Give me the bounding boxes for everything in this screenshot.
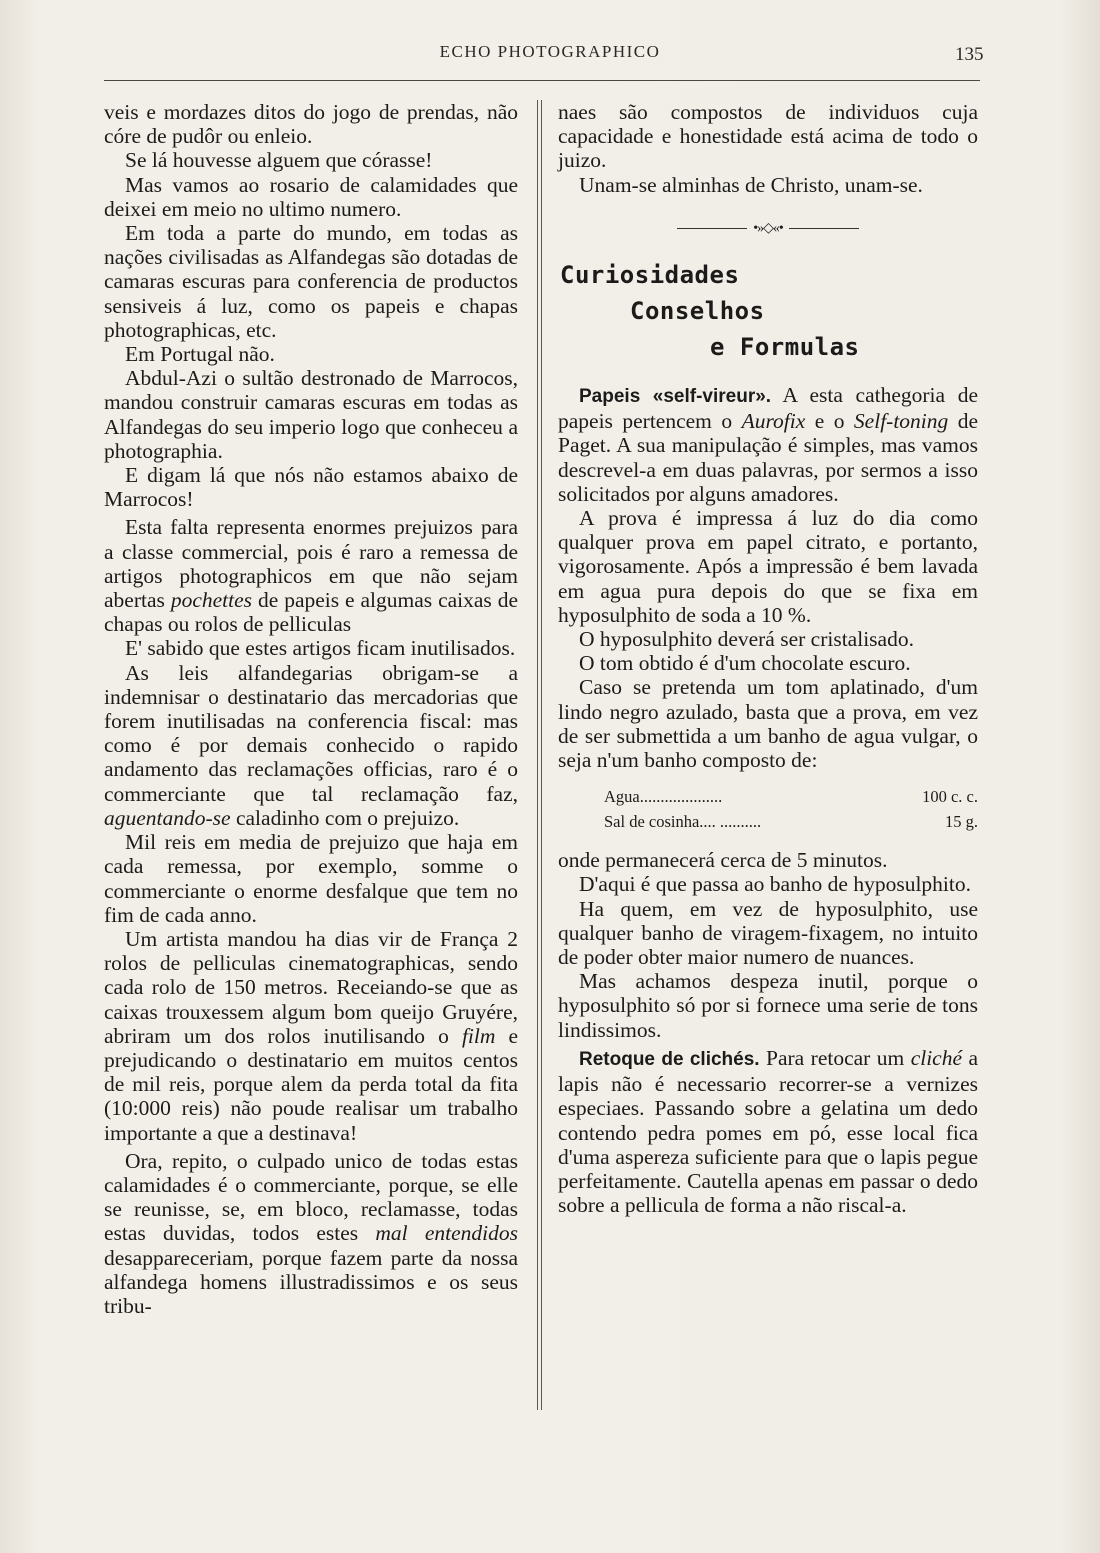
recipe-row [604,784,978,809]
heading-line: e Formulas [710,333,860,362]
paragraph: O tom obtido é d'um chocolate escuro. [579,651,911,676]
heading-line: Conselhos [630,297,765,326]
paragraph [558,383,978,506]
paragraph: Ha quem, em vez de hyposulphito, use qualquer banho de viragem-fixagem, no intuito de poder obter maior numero de nuances. [558,896,978,970]
text-run: Um artista mandou ha dias vir de França 2 rolos de pelliculas cinematographicas, sendo cada rolo de 150 metros. Receiando-se que as caixas trouxessem algum bom queijo Gruyére, abriram um dos rolos inutilisando o [104,926,518,1048]
paragraph: E' sabido que estes artigos ficam inutilisados. [125,636,516,661]
paragraph: E digam lá que nós não estamos abaixo de Marrocos! [104,463,518,512]
column-divider [537,100,542,1410]
paragraph: onde permanecerá cerca de 5 minutos. [558,848,888,873]
ornament-line [789,228,859,229]
paragraph: naes são compostos de individuos cuja capacidade e honestidade está acima de todo o juizo. [558,100,978,173]
text-run: de papeis e algumas caixas de chapas ou rolos de pelliculas [104,588,519,637]
paragraph: Abdul-Azi o sultão destronado de Marrocos, mandou construir camaras escuras em todas as Alfandegas do seu imperio logo que conheceu a photographia. [104,366,518,463]
paragraph: Em Portugal não. [125,342,275,367]
paragraph: Unam-se alminhas de Christo, unam-se. [579,172,923,197]
paragraph [558,1046,978,1217]
recipe-table [604,784,978,834]
text-run: Para retocar um [766,1045,905,1070]
running-header-title: ECHO PHOTOGRAPHICO [439,42,661,61]
recipe-ingredient: Agua.................... [604,787,723,807]
paragraph: Se lá houvesse alguem que córasse! [125,148,433,173]
italic-term: pochettes [170,588,253,613]
text-run: a lapis não é necessario recorrer-se a vernizes especiaes. Passando sobre a gelatina um dedo contendo pedra pomes em pó, esse local fica d'uma aspereza suficiente para que o lapis pegue perfeitamente. Cautella apenas em passar o dedo sobre a pellicula de forma a não riscal-a. [558,1045,978,1218]
paragraph [104,927,518,1145]
paragraph: O hyposulphito deverá ser cristalisado. [579,627,914,652]
paragraph: Caso se pretenda um tom aplatinado, d'um lindo negro azulado, basta que a prova, em vez de ser submettida a um banho de agua vulgar, o seja n'um banho composto de: [558,675,978,773]
header-rule [104,80,980,81]
italic-term: Self-toning [853,409,949,434]
italic-term: aguentando-se [104,805,231,830]
paragraph [104,1149,518,1318]
text-run: caladinho com o prejuizo. [235,805,460,830]
italic-term: film [461,1023,496,1048]
run-in-heading: Retoque de clichés. [579,1048,760,1070]
italic-term: cliché [910,1045,963,1070]
recipe-amount: 100 c. c. [922,787,978,807]
paragraph: A prova é impressa á luz do dia como qualquer prova em papel citrato, e portanto, vigorosamente. Após a impressão é bem lavada em agua pura depois do que se fixa em hyposulphito de soda a 10 %. [558,506,978,627]
text-run: e o [814,409,845,434]
text-run: A esta cathegoria de papeis pertencem o [558,383,978,434]
text-run: Esta falta representa enormes prejuizos para a classe commercial, pois é raro a remessa de artigos photographicos em que não sejam abertas [104,515,518,613]
ornament-glyph: •»◇«• [753,220,783,236]
recipe-row [604,809,978,834]
text-run: desappareceriam, porque fazem parte da nossa alfandega homens illustradissimos e os seus tribu- [104,1245,518,1318]
paragraph: D'aqui é que passa ao banho de hyposulphito. [579,872,971,897]
run-in-heading: Papeis «self-vireur». [579,386,772,408]
text-run: de Paget. A sua manipulação é simples, mas vamos descrevel-a em duas palavras, por sermos a isso solicitados por alguns amadores. [558,409,979,506]
paragraph: veis e mordazes ditos do jogo de prendas, não córe de pudôr ou enleio. [104,100,518,149]
right-column [558,100,978,1217]
italic-term: Aurofix [741,409,806,434]
paragraph: Mil reis em media de prejuizo que haja em cada remessa, por exemplo, somme o commerciante o enorme desfalque que tem no fim de cada anno. [104,830,518,927]
paragraph: Mas achamos despeza inutil, porque o hyposulphito só por si fornece uma serie de tons lindissimos. [558,969,978,1042]
recipe-ingredient: Sal de cosinha.... .......... [604,812,762,832]
text-run: Ora, repito, o culpado unico de todas estas calamidades é o commerciante, porque, se elle se reunisse, se, em bloco, reclamasse, todas estas duvidas, todos estes [104,1148,518,1246]
paragraph [104,661,518,830]
heading-line: Curiosidades [560,261,740,290]
left-column [104,100,518,1318]
paragraph: Em toda a parte do mundo, em todas as nações civilisadas as Alfandegas são dotadas de camaras escuras para conferencia de productos sensiveis á luz, como os papeis e chapas photographicas, etc. [104,221,518,342]
section-heading [558,257,978,365]
paragraph [104,515,518,636]
text-run: e prejudicando o destinatario em muitos centos de mil reis, porque alem da perda total da fita (10:000 reis) não poude realisar um trabalho importante a que a destinava! [104,1023,519,1145]
ornament-divider [558,217,978,241]
italic-term: mal entendidos [375,1221,519,1246]
text-run: As leis alfandegarias obrigam-se a indemnisar o destinatario das mercadorias que forem inutilisadas na conferencia fiscal: mas como é por demais conhecido o rapido andamento das reclamações officias, raro é o commerciante que tal reclamação faz, [104,660,518,806]
ornament-line [677,228,747,229]
recipe-amount: 15 g. [945,812,978,832]
page-number: 135 [955,44,984,65]
paragraph: Mas vamos ao rosario de calamidades que deixei em meio no ultimo numero. [104,172,518,221]
